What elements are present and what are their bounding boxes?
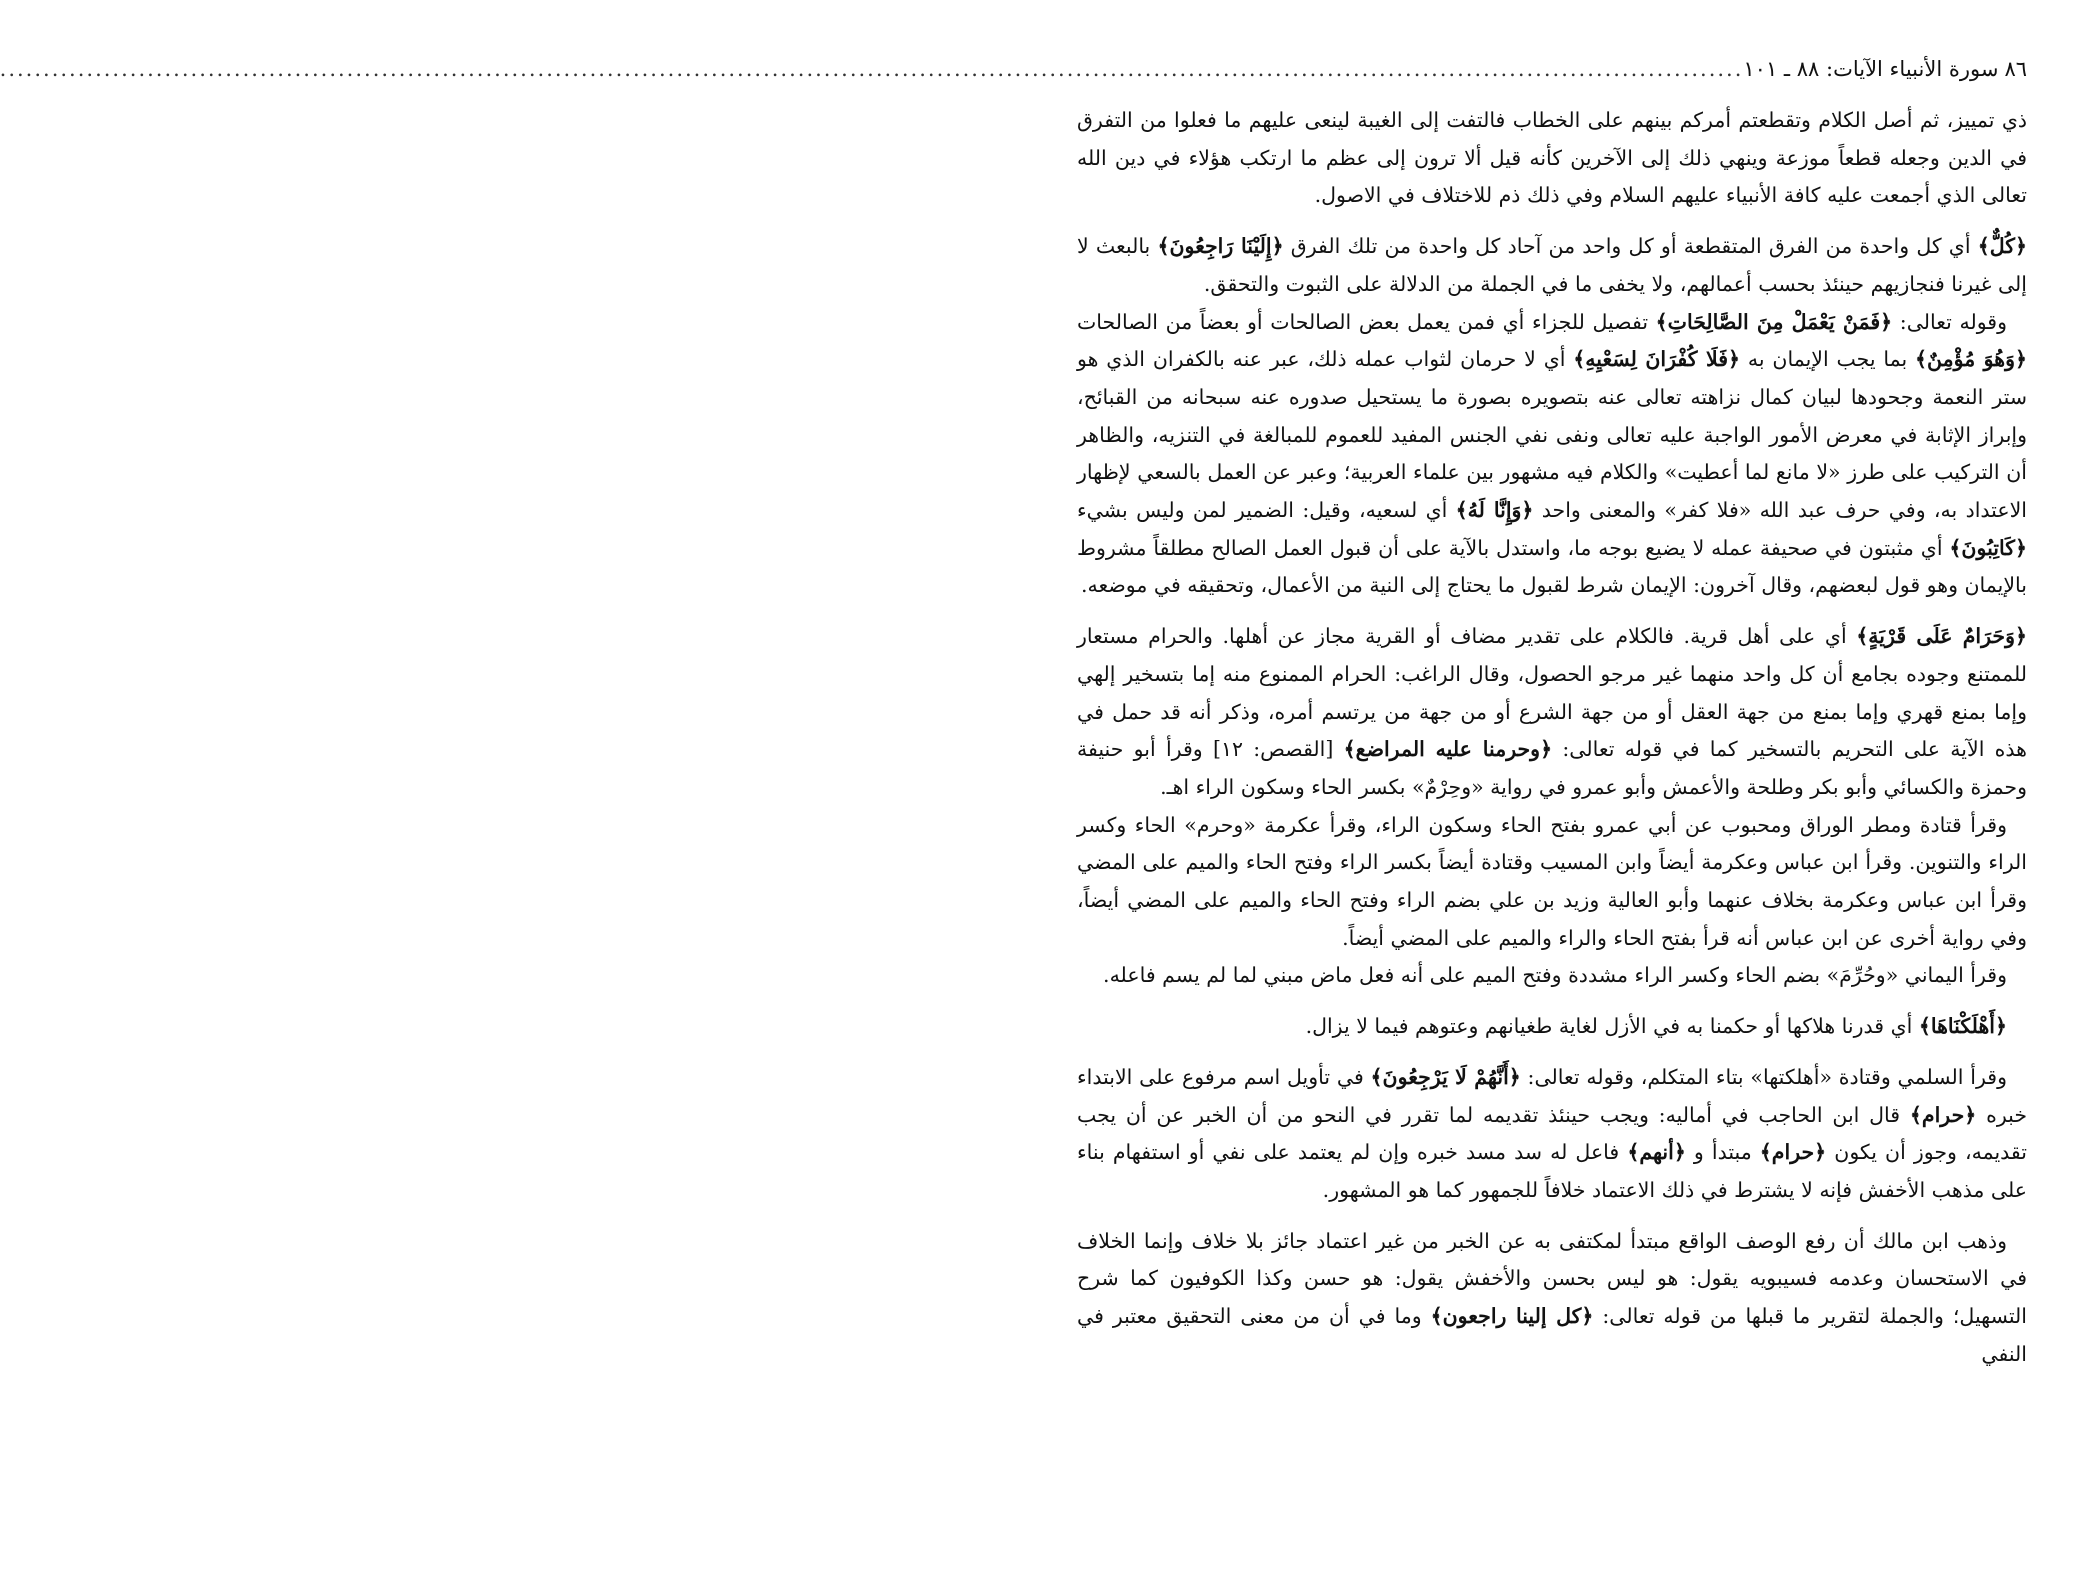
- quran-verse: ﴿أَنَّهُمْ لَا يَرْجِعُونَ﴾: [1370, 1064, 1521, 1089]
- paragraph: [1077, 228, 2027, 303]
- quran-verse: ﴿وحرمنا عليه المراضع﴾: [1343, 737, 1553, 762]
- quran-verse: ﴿وَهُوَ مُؤْمِنٌ﴾: [1915, 347, 2027, 372]
- quran-verse: ﴿كُلٌّ﴾: [1977, 234, 2028, 259]
- paragraph-text: أي مثبتون في صحيفة عمله لا يضيع بوجه ما، واستدل بالآية على أن قبول العمل الصالح مطلقاً مشروط بالإيمان وهو قول لبعضهم، وقال آخرون: الإيمان شرط لقبول ما يحتاج إلى النية من الأعمال، وتحقيقه في موضعه.: [1077, 535, 2027, 598]
- running-header: [0, 52, 2027, 86]
- paragraph-text: أي على أهل قرية. فالكلام على تقدير مضاف أو القرية مجاز عن أهلها. والحرام مستعار للممتنع وجوده بجامع أن كل واحد منهما غير مرجو الحصول، وقال الراغب: الحرام الممنوع منه إما بتسخير إلهي وإما بمنع قهري وإما بمنع من جهة العقل أو من جهة الشرع أو من جهة من يرتسم أمره، وذكر أنه قد حمل في هذه الآية على التحريم بالتسخير كما في قوله تعالى:: [1077, 624, 2027, 762]
- paragraph: [1077, 957, 2027, 995]
- header-leader-dots: .........................................................................................................................................................................................................: [0, 57, 1744, 81]
- quran-verse: ﴿وَإِنَّا لَهُ﴾: [1455, 498, 1534, 523]
- paragraph-text: بالبعث لا إلى غيرنا فنجازيهم حينئذ بحسب أعمالهم، ولا يخفى ما في الجملة من الدلالة على الثبوت والتحقق.: [1077, 234, 2027, 296]
- quran-verse: ﴿وَحَرَامٌ عَلَى قَرْيَةٍ﴾: [1856, 624, 2028, 649]
- quran-verse: ﴿كَاتِبُونَ﴾: [1949, 535, 2027, 560]
- paragraph-text: قال ابن الحاجب في أماليه: ويجب حينئذ تقديمه لما تقرر في النحو من أن الخبر عن أن يجب تقديمه، وجوز أن يكون: [1077, 1102, 2027, 1165]
- document-page: [0, 52, 2028, 1374]
- header-title: سورة الأنبياء الآيات: ٨٨ ـ ١٠١: [1743, 57, 1999, 81]
- paragraph-text: تفصيل للجزاء أي فمن يعمل بعض الصالحات أو بعضاً من الصالحات: [1077, 309, 1656, 334]
- paragraph-text: ذي تمييز، ثم أصل الكلام وتقطعتم أمركم بينهم على الخطاب فالتفت إلى الغيبة لينعى عليهم ما فعلوا من التفرق في الدين وجعله قطعاً موزعة وينهي ذلك إلى الآخرين كأنه قيل ألا ترون إلى عظم ما ارتكب هؤلاء في دين الله تعالى الذي أجمعت عليه كافة الأنبياء عليهم السلام وفي ذلك ذم للاختلاف في الاصول.: [1077, 108, 2027, 208]
- quran-verse: ﴿أنهم﴾: [1627, 1140, 1686, 1165]
- paragraph-text: وقرأ قتادة ومطر الوراق ومحبوب عن أبي عمرو بفتح الحاء وسكون الراء، وقرأ عكرمة «وحرم» الحاء وكسر الراء والتنوين. وقرأ ابن عباس وعكرمة أيضاً وابن المسيب وقتادة أيضاً بكسر الراء وفتح الحاء والميم على المضي وقرأ ابن عباس وعكرمة بخلاف عنهما وأبو العالية وزيد بن علي بضم الراء وفتح الحاء والميم على المضي أيضاً، وفي رواية أخرى عن ابن عباس أنه قرأ بفتح الحاء والراء والميم على المضي أيضاً.: [1077, 812, 2027, 950]
- paragraph-text: بما يجب الإيمان به: [1740, 347, 1916, 372]
- paragraph-text: وذهب ابن مالك أن رفع الوصف الواقع مبتدأ لمكتفى به عن الخبر من غير اعتماد جائز بلا خلاف وإنما الخلاف في الاستحسان وعدمه فسيبويه يقول: هو ليس بحسن والأخفش يقول: هو حسن وكذا الكوفيون كما شرح التسهيل؛ والجملة لتقرير ما قبلها من قوله تعالى:: [1077, 1228, 2028, 1329]
- quran-verse: ﴿حرام﴾: [1759, 1140, 1827, 1165]
- paragraph-text: وقوله تعالى:: [1892, 309, 2007, 334]
- paragraph-text: أي كل واحدة من الفرق المتقطعة أو كل واحد من آحاد كل واحدة من تلك الفرق: [1283, 234, 1978, 259]
- quran-verse: ﴿فَمَنْ يَعْمَلْ مِنَ الصَّالِحَاتِ﴾: [1655, 309, 1893, 334]
- quran-verse: ﴿إِلَيْنَا رَاجِعُونَ﴾: [1157, 234, 1284, 259]
- quran-verse: ﴿حرام﴾: [1909, 1102, 1977, 1127]
- paragraph-text: وما في أن من معنى التحقيق معتبر في النفي: [1077, 1304, 2027, 1366]
- body-text: [1077, 102, 2027, 1374]
- paragraph: [1077, 1223, 2027, 1374]
- paragraph-text: في تأويل اسم مرفوع على الابتداء خبره: [1077, 1064, 2027, 1127]
- paragraph: [1077, 304, 2027, 606]
- paragraph-text: فاعل له سد مسد خبره وإن لم يعتمد على نفي أو استفهام بناء على مذهب الأخفش فإنه لا يشترط في ذلك الاعتماد خلافاً للجمهور كما هو المشهور.: [1077, 1140, 2027, 1202]
- paragraph: [1077, 1008, 2027, 1046]
- quran-verse: ﴿كل إلينا راجعون﴾: [1430, 1304, 1594, 1329]
- paragraph-text: أي لا حرمان لثواب عمله ذلك، عبر عنه بالكفران الذي هو ستر النعمة وجحودها لبيان كمال نزاهته تعالى عنه بتصويره بصورة ما يستحيل صدوره عنه سبحانه من القبائح، وإبراز الإثابة في معرض الأمور الواجبة عليه تعالى ونفى نفي الجنس المفيد للعموم للمبالغة في التنزيه، والظاهر أن التركيب على طرز «لا مانع لما أعطيت» والكلام فيه مشهور بين علماء العربية؛ وعبر عن العمل بالسعي لإظهار الاعتداد به، وفي حرف عبد الله «فلا كفر» والمعنى واحد: [1077, 347, 2027, 523]
- paragraph-text: وقرأ السلمي وقتادة «أهلكتها» بتاء المتكلم، وقوله تعالى:: [1520, 1064, 2007, 1089]
- paragraph-text: أي قدرنا هلاكها أو حكمنا به في الأزل لغاية طغيانهم وعتوهم فيما لا يزال.: [1305, 1014, 1919, 1039]
- paragraph: [1077, 102, 2027, 215]
- quran-verse: ﴿فَلَا كُفْرَانَ لِسَعْيِهِ﴾: [1573, 347, 1741, 372]
- quran-verse: ﴿أَهْلَكْنَاهَا﴾: [1918, 1014, 2007, 1039]
- paragraph-text: [القصص: ١٢] وقرأ أبو حنيفة وحمزة والكسائي وأبو بكر وطلحة والأعمش وأبو عمرو في رواية «وحِرْمٌ» بكسر الحاء وسكون الراء اهـ.: [1077, 737, 2027, 799]
- paragraph-text: وقرأ اليماني «وحُرِّمَ» بضم الحاء وكسر الراء مشددة وفتح الميم على أنه فعل ماض مبني لما لم يسم فاعله.: [1103, 963, 2007, 988]
- paragraph-text: أي لسعيه، وقيل: الضمير لمن وليس بشيء: [1077, 498, 1456, 523]
- paragraph-text: مبتدأ و: [1685, 1140, 1760, 1165]
- paragraph: [1077, 1059, 2027, 1210]
- paragraph: [1077, 618, 2027, 807]
- page-number: ٨٦: [2004, 57, 2027, 81]
- paragraph: [1077, 807, 2027, 958]
